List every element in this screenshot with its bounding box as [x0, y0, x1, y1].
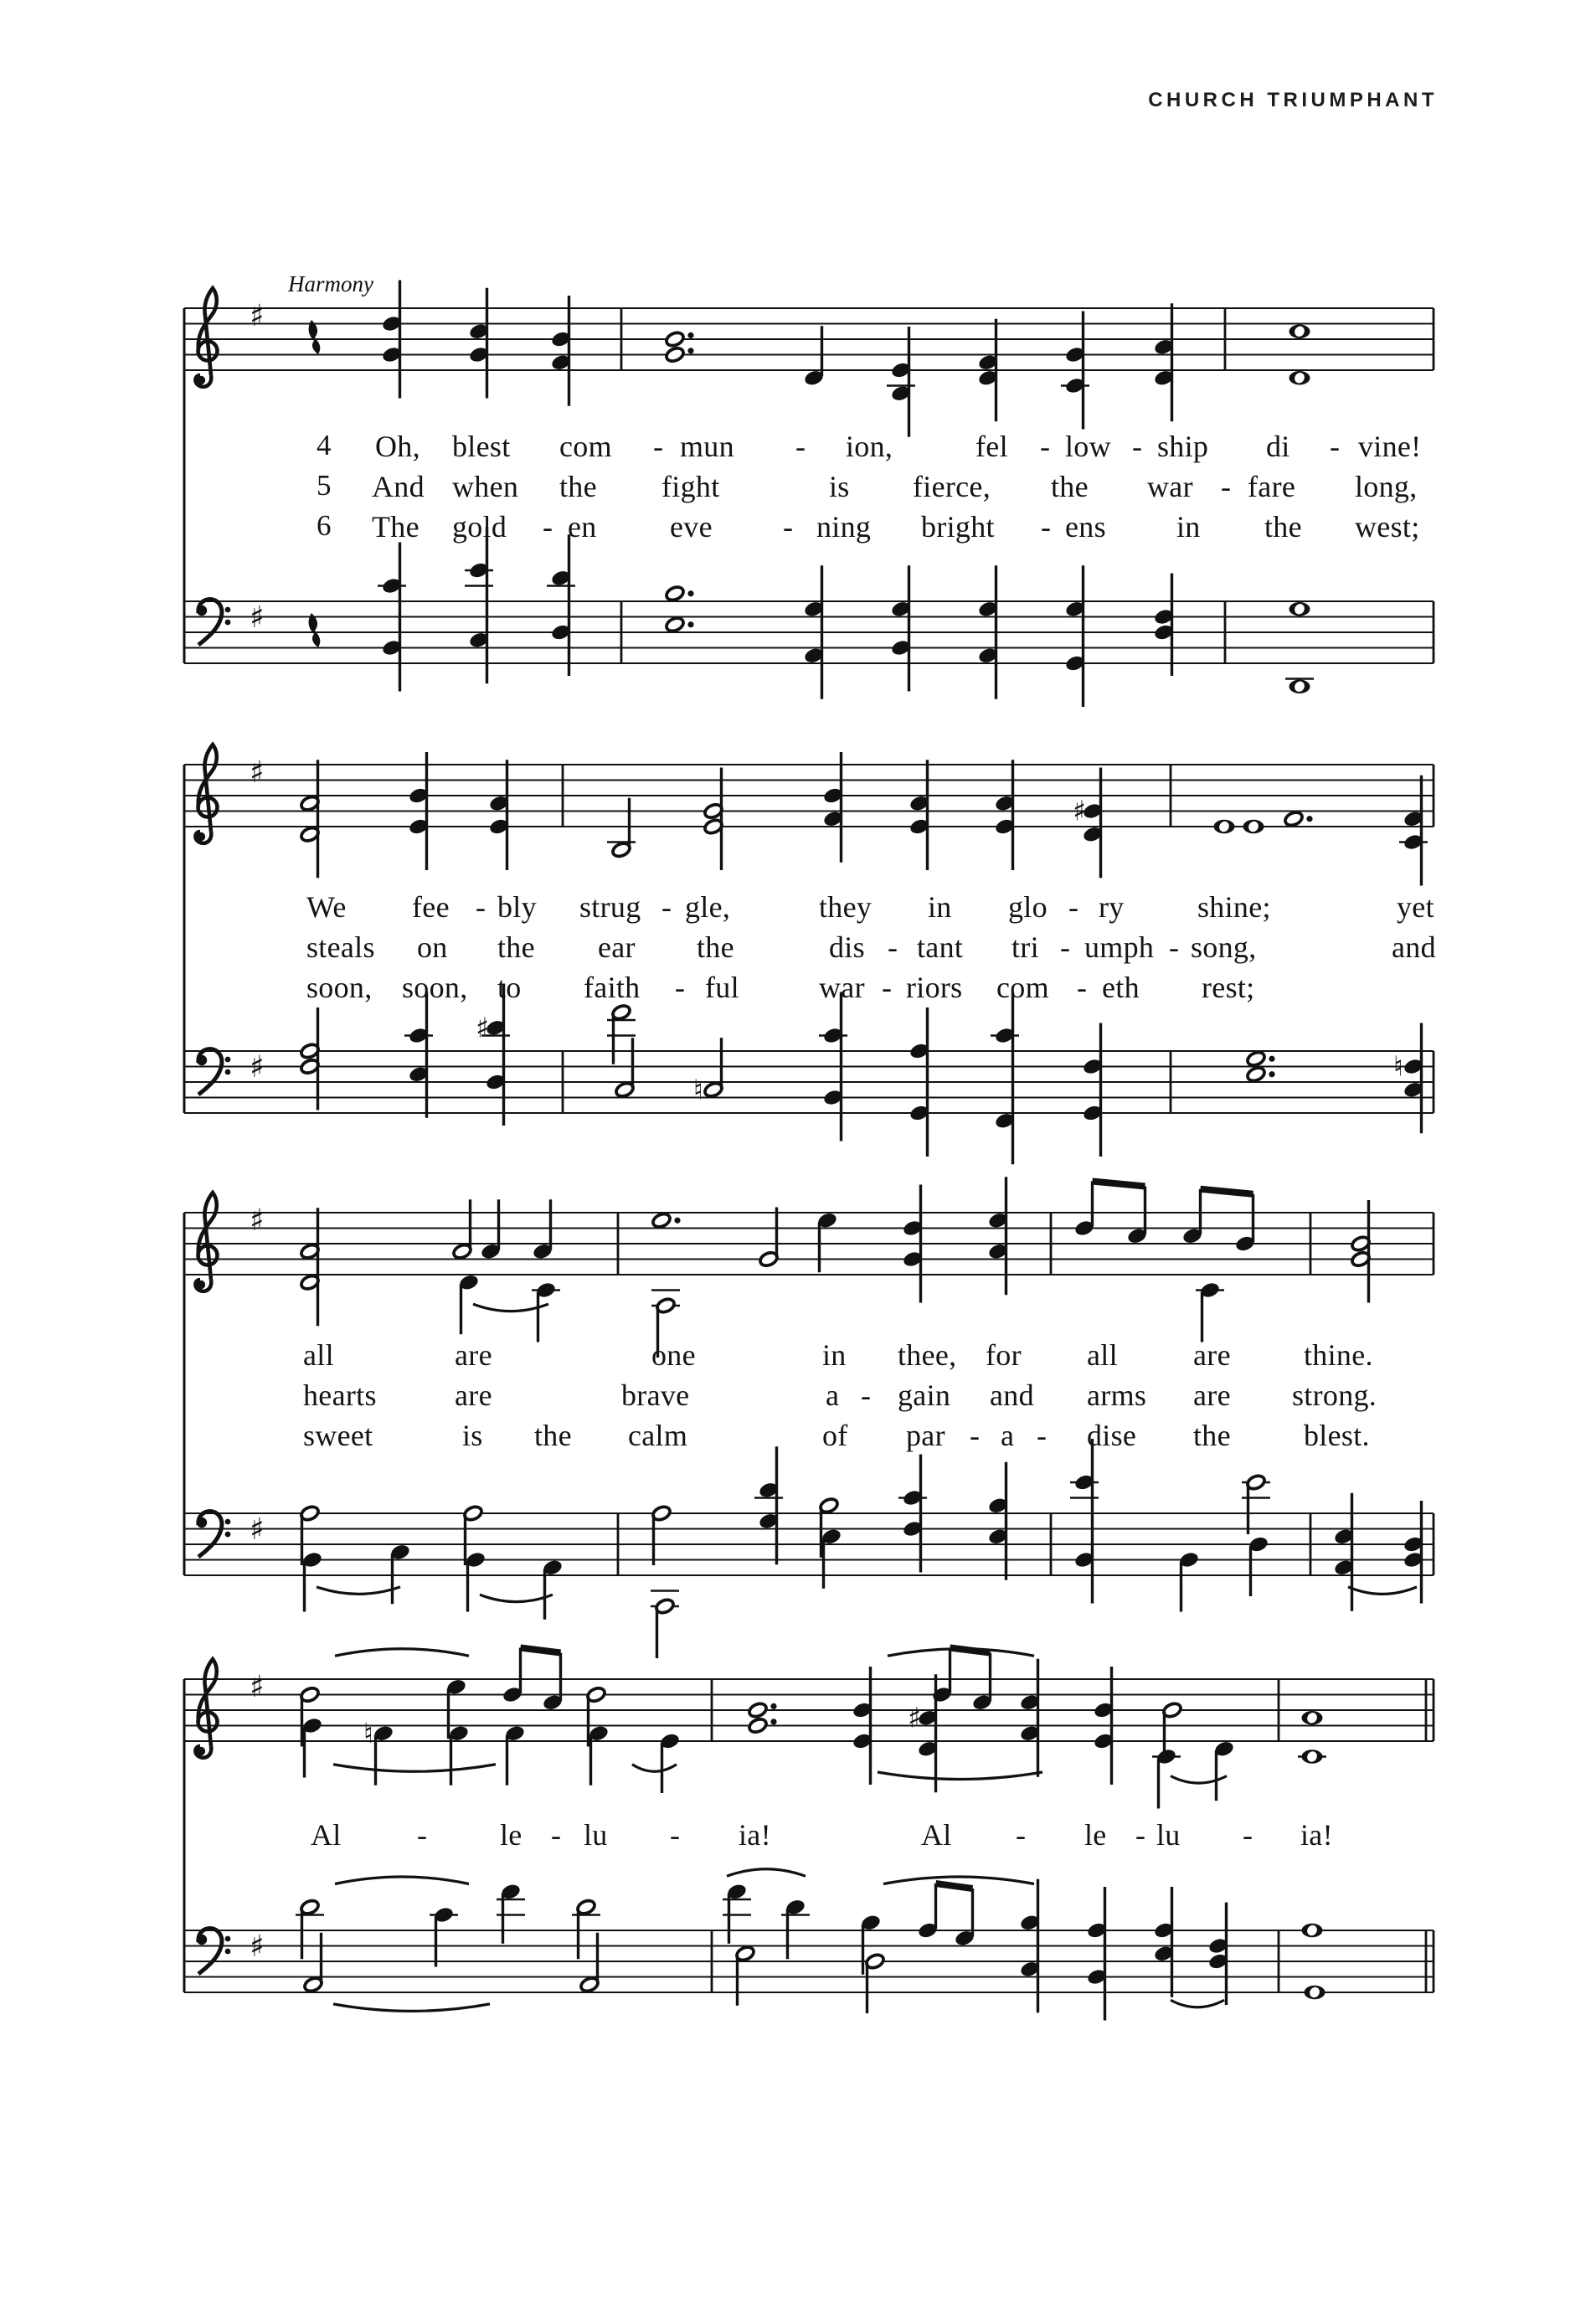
lyric-syllable: ful	[705, 971, 739, 1004]
note-event	[301, 1550, 323, 1611]
note-event	[309, 320, 321, 354]
note-event	[504, 1724, 526, 1786]
lyric-syllable: the	[559, 470, 597, 503]
lyric-syllable: fierce,	[913, 470, 991, 503]
note-event	[300, 1208, 321, 1326]
lyric-syllable: vine!	[1358, 430, 1422, 463]
note-event	[1086, 1887, 1108, 2021]
lyric-syllable: gold	[452, 510, 507, 544]
note-event	[723, 1883, 751, 1944]
lyric-syllable: -	[783, 510, 794, 544]
lyric-syllable: tant	[917, 930, 964, 964]
key-signature-sharp: ♯	[250, 1670, 265, 1704]
note-event	[1305, 1986, 1325, 2000]
lyric-syllable: -	[1068, 890, 1079, 924]
lyric-syllable: -	[1060, 930, 1071, 964]
note-event	[452, 1199, 473, 1260]
verse-number: 6	[317, 509, 332, 542]
lyric-syllable: di	[1266, 430, 1290, 463]
lyric-syllable: is	[462, 1419, 483, 1452]
lyric-syllable: lu	[1156, 1818, 1181, 1852]
slur	[727, 1869, 806, 1877]
note-event	[1393, 1023, 1424, 1134]
note-event	[1248, 1535, 1269, 1596]
lyric-syllable: glo	[1008, 890, 1048, 924]
lyric-syllable: -	[653, 430, 664, 463]
note-event	[465, 1550, 486, 1611]
lyric-syllable: gle,	[685, 890, 731, 924]
note-event	[300, 1007, 321, 1110]
note-event	[1302, 1711, 1323, 1725]
lyric-syllable: -	[1132, 430, 1143, 463]
note-event	[1153, 1887, 1175, 1997]
staff-treble	[184, 1648, 1434, 1809]
accidental: ♯	[1073, 794, 1086, 827]
lyric-syllable: -	[476, 890, 486, 924]
lyric-syllable: are	[1193, 1378, 1231, 1412]
note-event	[987, 1462, 1009, 1580]
note-event	[665, 330, 694, 363]
lyric-syllable: strug	[579, 890, 641, 924]
lyric-syllable: ning	[816, 510, 872, 544]
lyric-syllable: ia!	[739, 1818, 771, 1852]
lyric-syllable: ear	[598, 930, 636, 964]
note-event	[547, 534, 575, 676]
slur	[632, 1765, 677, 1772]
note-event	[309, 613, 321, 647]
augmentation-dot	[1269, 1071, 1274, 1077]
lyric-syllable: the	[1264, 510, 1302, 544]
slur	[1348, 1587, 1417, 1595]
augmentation-dot	[687, 621, 693, 627]
lyric-syllable: umph	[1084, 930, 1155, 964]
half-notehead	[748, 1717, 769, 1734]
note-event	[579, 1933, 600, 1994]
slur	[335, 1877, 469, 1884]
note-event	[1196, 1281, 1224, 1342]
augmentation-dot	[770, 1719, 776, 1724]
lyric-syllable: war	[1147, 470, 1193, 503]
half-notehead	[665, 330, 686, 348]
note-event	[693, 1038, 723, 1105]
lyric-syllable: Al	[921, 1818, 952, 1852]
note-event	[1289, 324, 1310, 338]
note-event	[822, 752, 844, 863]
lyric-syllable: are	[455, 1338, 492, 1372]
half-notehead	[665, 616, 686, 633]
lyric-syllable: -	[670, 1818, 681, 1852]
note-event	[748, 1701, 777, 1734]
lyric-syllable: sweet	[303, 1419, 373, 1452]
lyric-syllable: war	[819, 971, 865, 1004]
note-event	[816, 1211, 838, 1272]
augmentation-dot	[770, 1703, 776, 1709]
lyric-syllable: strong.	[1292, 1378, 1377, 1412]
half-notehead	[748, 1701, 769, 1719]
lyric-syllable: dis	[829, 930, 865, 964]
lyric-syllable: -	[661, 890, 672, 924]
lyric-syllable: yet	[1397, 890, 1434, 924]
note-event	[735, 1945, 756, 2006]
lyric-syllable: thine.	[1304, 1338, 1373, 1372]
note-event	[1289, 371, 1310, 385]
note-event	[301, 1716, 323, 1777]
slur	[480, 1595, 553, 1602]
note-event	[865, 1952, 886, 2013]
note-event	[1333, 1493, 1355, 1611]
lyric-syllable: par	[906, 1419, 945, 1452]
note-event	[303, 1933, 324, 1994]
staff-treble	[184, 1177, 1434, 1358]
lyric-syllable: le	[500, 1818, 522, 1852]
harmony-label: Harmony	[288, 271, 373, 296]
lyric-syllable: lu	[584, 1818, 608, 1852]
lyric-syllable: song,	[1191, 930, 1257, 964]
lyric-syllable: -	[675, 971, 686, 1004]
key-signature-sharp: ♯	[250, 299, 265, 333]
note-event	[1242, 1473, 1270, 1534]
staff-bass	[184, 1869, 1434, 2021]
lyric-syllable: thee,	[898, 1338, 957, 1372]
slur	[883, 1877, 1034, 1884]
lyric-syllable: -	[1330, 430, 1341, 463]
lyric-syllable: com	[996, 971, 1049, 1004]
quarter-rest	[309, 613, 321, 647]
lyric-syllable: -	[882, 971, 893, 1004]
lyric-syllable: brave	[621, 1378, 690, 1412]
lyric-syllable: com	[559, 430, 612, 463]
augmentation-dot	[1269, 1056, 1274, 1062]
note-event	[803, 326, 825, 387]
slur	[333, 1765, 496, 1772]
lyric-syllable: gain	[898, 1378, 951, 1412]
note-event	[404, 992, 433, 1118]
lyric-syllable: the	[1193, 1419, 1231, 1452]
note-event	[1302, 1924, 1323, 1938]
lyric-syllable: ens	[1065, 510, 1106, 544]
lyric-syllable: low	[1065, 430, 1111, 463]
augmentation-dot	[1306, 816, 1312, 822]
eighth-beam	[521, 1648, 561, 1653]
accidental: ♯	[476, 1011, 489, 1044]
note-event	[991, 992, 1019, 1165]
note-event	[480, 1199, 502, 1260]
note-event	[497, 1883, 525, 1944]
lyric-syllable: in	[1176, 510, 1201, 544]
note-event	[1207, 1903, 1229, 2006]
lyric-syllable: -	[1221, 470, 1232, 503]
lyric-syllable: We	[306, 890, 347, 924]
note-event	[448, 1724, 470, 1786]
lyric-syllable: -	[888, 930, 898, 964]
lyric-syllable: fel	[975, 430, 1008, 463]
note-event	[1153, 574, 1175, 677]
lyric-syllable: are	[1193, 1338, 1231, 1372]
lyric-syllable: ia!	[1300, 1818, 1333, 1852]
lyric-syllable: arms	[1087, 1378, 1147, 1412]
lyric-syllable: the	[534, 1419, 572, 1452]
augmentation-dot	[674, 1218, 680, 1224]
note-event	[1153, 303, 1175, 421]
category-header: CHURCH TRIUMPHANT	[1148, 89, 1438, 111]
note-event	[909, 760, 930, 870]
lyric-syllable: fare	[1248, 470, 1296, 503]
slur	[333, 2004, 490, 2012]
half-notehead	[665, 346, 686, 363]
lyric-syllable: and	[990, 1378, 1034, 1412]
note-event	[1070, 1439, 1099, 1604]
lyric-syllable: eth	[1102, 971, 1140, 1004]
lyric-syllable: hearts	[303, 1378, 377, 1412]
lyric-syllable: dise	[1087, 1419, 1137, 1452]
note-event	[1082, 1023, 1104, 1157]
lyric-syllable: and	[1392, 930, 1436, 964]
note-event	[1351, 1200, 1372, 1303]
lyric-syllable: in	[928, 890, 952, 924]
key-signature-sharp: ♯	[250, 1050, 265, 1085]
slur	[1171, 1776, 1227, 1784]
half-notehead	[651, 1212, 672, 1229]
note-event	[465, 527, 493, 683]
note-event	[759, 1208, 780, 1269]
accidental: ♮	[363, 1716, 373, 1749]
staff-treble	[184, 281, 1434, 437]
lyric-syllable: a	[1001, 1419, 1015, 1452]
note-event	[532, 1199, 553, 1260]
note-event	[588, 1724, 610, 1786]
note-event	[389, 1543, 411, 1604]
note-event	[542, 1559, 564, 1620]
lyric-syllable: en	[568, 510, 597, 544]
lyric-syllable: -	[1041, 510, 1052, 544]
lyric-syllable: -	[861, 1378, 872, 1412]
lyric-syllable: the	[697, 930, 734, 964]
eighth-beam	[1201, 1189, 1253, 1194]
lyric-syllable: -	[1016, 1818, 1027, 1852]
lyric-syllable: are	[455, 1378, 492, 1412]
half-notehead	[1246, 1065, 1267, 1083]
lyric-syllable: ry	[1099, 890, 1125, 924]
augmentation-dot	[687, 348, 693, 353]
staff-bass	[184, 1439, 1434, 1658]
lyric-syllable: bly	[497, 890, 537, 924]
note-event	[1289, 602, 1310, 616]
lyric-syllable: all	[303, 1338, 334, 1372]
note-event	[754, 1446, 783, 1564]
note-event	[300, 1686, 321, 1747]
staff-bass	[184, 527, 1434, 707]
note-event	[458, 1273, 480, 1334]
lyric-syllable: -	[417, 1818, 428, 1852]
lyric-syllable: -	[1169, 930, 1180, 964]
note-event	[665, 585, 694, 633]
note-event	[1019, 1659, 1041, 1777]
note-event	[659, 1732, 681, 1793]
note-event	[300, 760, 321, 878]
lyric-syllable: for	[986, 1338, 1022, 1372]
note-event	[781, 1898, 810, 1959]
lyric-syllable: mun	[680, 430, 734, 463]
lyric-syllable: the	[497, 930, 535, 964]
lyric-syllable: long,	[1355, 470, 1418, 503]
lyric-syllable: -	[795, 430, 806, 463]
lyric-syllable: soon,	[402, 971, 468, 1004]
lyric-syllable: the	[1051, 470, 1089, 503]
lyric-syllable: -	[970, 1419, 981, 1452]
note-event	[363, 1717, 394, 1786]
lyric-syllable: steals	[306, 930, 375, 964]
note-event	[488, 760, 510, 870]
note-event	[615, 1038, 636, 1099]
slur	[1171, 2000, 1224, 2007]
lyric-syllable: soon,	[306, 971, 373, 1004]
note-event	[651, 1591, 679, 1659]
note-event	[1298, 1749, 1326, 1764]
accidental: ♮	[693, 1073, 703, 1106]
accidental: ♮	[1393, 1049, 1403, 1083]
lyric-syllable: Al	[311, 1818, 342, 1852]
note-event	[1285, 679, 1314, 694]
slur	[317, 1587, 400, 1595]
lyric-syllable: -	[551, 1818, 562, 1852]
slur	[335, 1649, 469, 1657]
lyric-syllable: -	[1040, 430, 1051, 463]
lyric-syllable: all	[1087, 1338, 1118, 1372]
lyric-syllable: one	[651, 1338, 696, 1372]
note-event	[908, 1674, 939, 1792]
lyric-syllable: tri	[1011, 930, 1039, 964]
note-event	[917, 1883, 975, 1947]
lyric-syllable: shine;	[1197, 890, 1271, 924]
key-signature-sharp: ♯	[250, 1512, 265, 1547]
note-event	[1284, 810, 1313, 827]
note-event	[887, 327, 915, 437]
key-signature-sharp: ♯	[250, 600, 265, 635]
lyric-syllable: Oh,	[375, 430, 420, 463]
lyric-syllable: rest;	[1202, 971, 1255, 1004]
lyric-syllable: ion,	[846, 430, 893, 463]
key-signature-sharp: ♯	[250, 755, 265, 790]
note-event	[1243, 820, 1264, 834]
lyric-syllable: The	[372, 510, 420, 544]
eighth-beam	[936, 1883, 973, 1889]
lyric-syllable: to	[497, 971, 522, 1004]
lyric-syllable: -	[1135, 1818, 1146, 1852]
note-event	[1399, 776, 1428, 886]
lyric-syllable: And	[372, 470, 425, 503]
quarter-rest	[309, 320, 321, 354]
note-event	[532, 1281, 560, 1342]
half-notehead	[1284, 810, 1305, 827]
note-event	[821, 1528, 842, 1589]
lyric-syllable: eve	[670, 510, 713, 544]
key-signature-sharp: ♯	[250, 1203, 265, 1238]
note-event	[1214, 820, 1235, 834]
lyric-syllable: calm	[628, 1419, 688, 1452]
key-signature-sharp: ♯	[250, 1930, 265, 1964]
lyric-syllable: fee	[412, 890, 450, 924]
lyric-syllable: -	[1243, 1818, 1253, 1852]
note-event	[994, 760, 1016, 870]
note-event	[550, 296, 572, 406]
lyric-syllable: blest	[452, 430, 511, 463]
lyric-syllable: when	[452, 470, 519, 503]
half-notehead	[1246, 1050, 1267, 1068]
lyric-syllable: blest.	[1304, 1419, 1370, 1452]
note-event	[890, 565, 912, 691]
lyric-syllable: fight	[661, 470, 720, 503]
note-event	[703, 768, 724, 871]
lyric-syllable: west;	[1355, 510, 1420, 544]
augmentation-dot	[687, 590, 693, 596]
staff-bass	[184, 984, 1434, 1164]
verse-number: 5	[317, 469, 332, 502]
note-event	[468, 288, 490, 399]
note-event	[651, 1212, 681, 1229]
note-event	[651, 1504, 672, 1565]
lyric-syllable: on	[417, 930, 448, 964]
half-notehead	[665, 585, 686, 602]
note-event	[1178, 1550, 1200, 1611]
lyric-syllable: le	[1084, 1818, 1107, 1852]
note-event	[1213, 1739, 1235, 1801]
lyric-syllable: of	[822, 1419, 848, 1452]
note-event	[987, 1177, 1009, 1295]
lyric-syllable: -	[1077, 971, 1088, 1004]
note-event	[819, 1497, 840, 1558]
lyric-syllable: in	[822, 1338, 847, 1372]
lyric-syllable: bright	[921, 510, 995, 544]
lyric-syllable: -	[543, 510, 553, 544]
accidental: ♯	[908, 1701, 921, 1734]
lyric-syllable: is	[829, 470, 850, 503]
lyric-syllable: -	[1037, 1419, 1048, 1452]
lyric-syllable: riors	[906, 971, 963, 1004]
lyric-syllable: they	[819, 890, 873, 924]
lyric-syllable: a	[826, 1378, 840, 1412]
slur	[878, 1772, 1042, 1780]
verse-number: 4	[317, 429, 332, 461]
augmentation-dot	[687, 332, 693, 338]
note-event	[1073, 768, 1104, 879]
lyric-syllable: faith	[584, 971, 641, 1004]
note-event	[607, 798, 636, 859]
note-event	[430, 1905, 458, 1966]
note-event	[1064, 565, 1086, 707]
eighth-beam	[1093, 1182, 1145, 1187]
note-event	[476, 984, 510, 1126]
staff-treble	[184, 745, 1434, 886]
lyric-syllable: ship	[1157, 430, 1209, 463]
